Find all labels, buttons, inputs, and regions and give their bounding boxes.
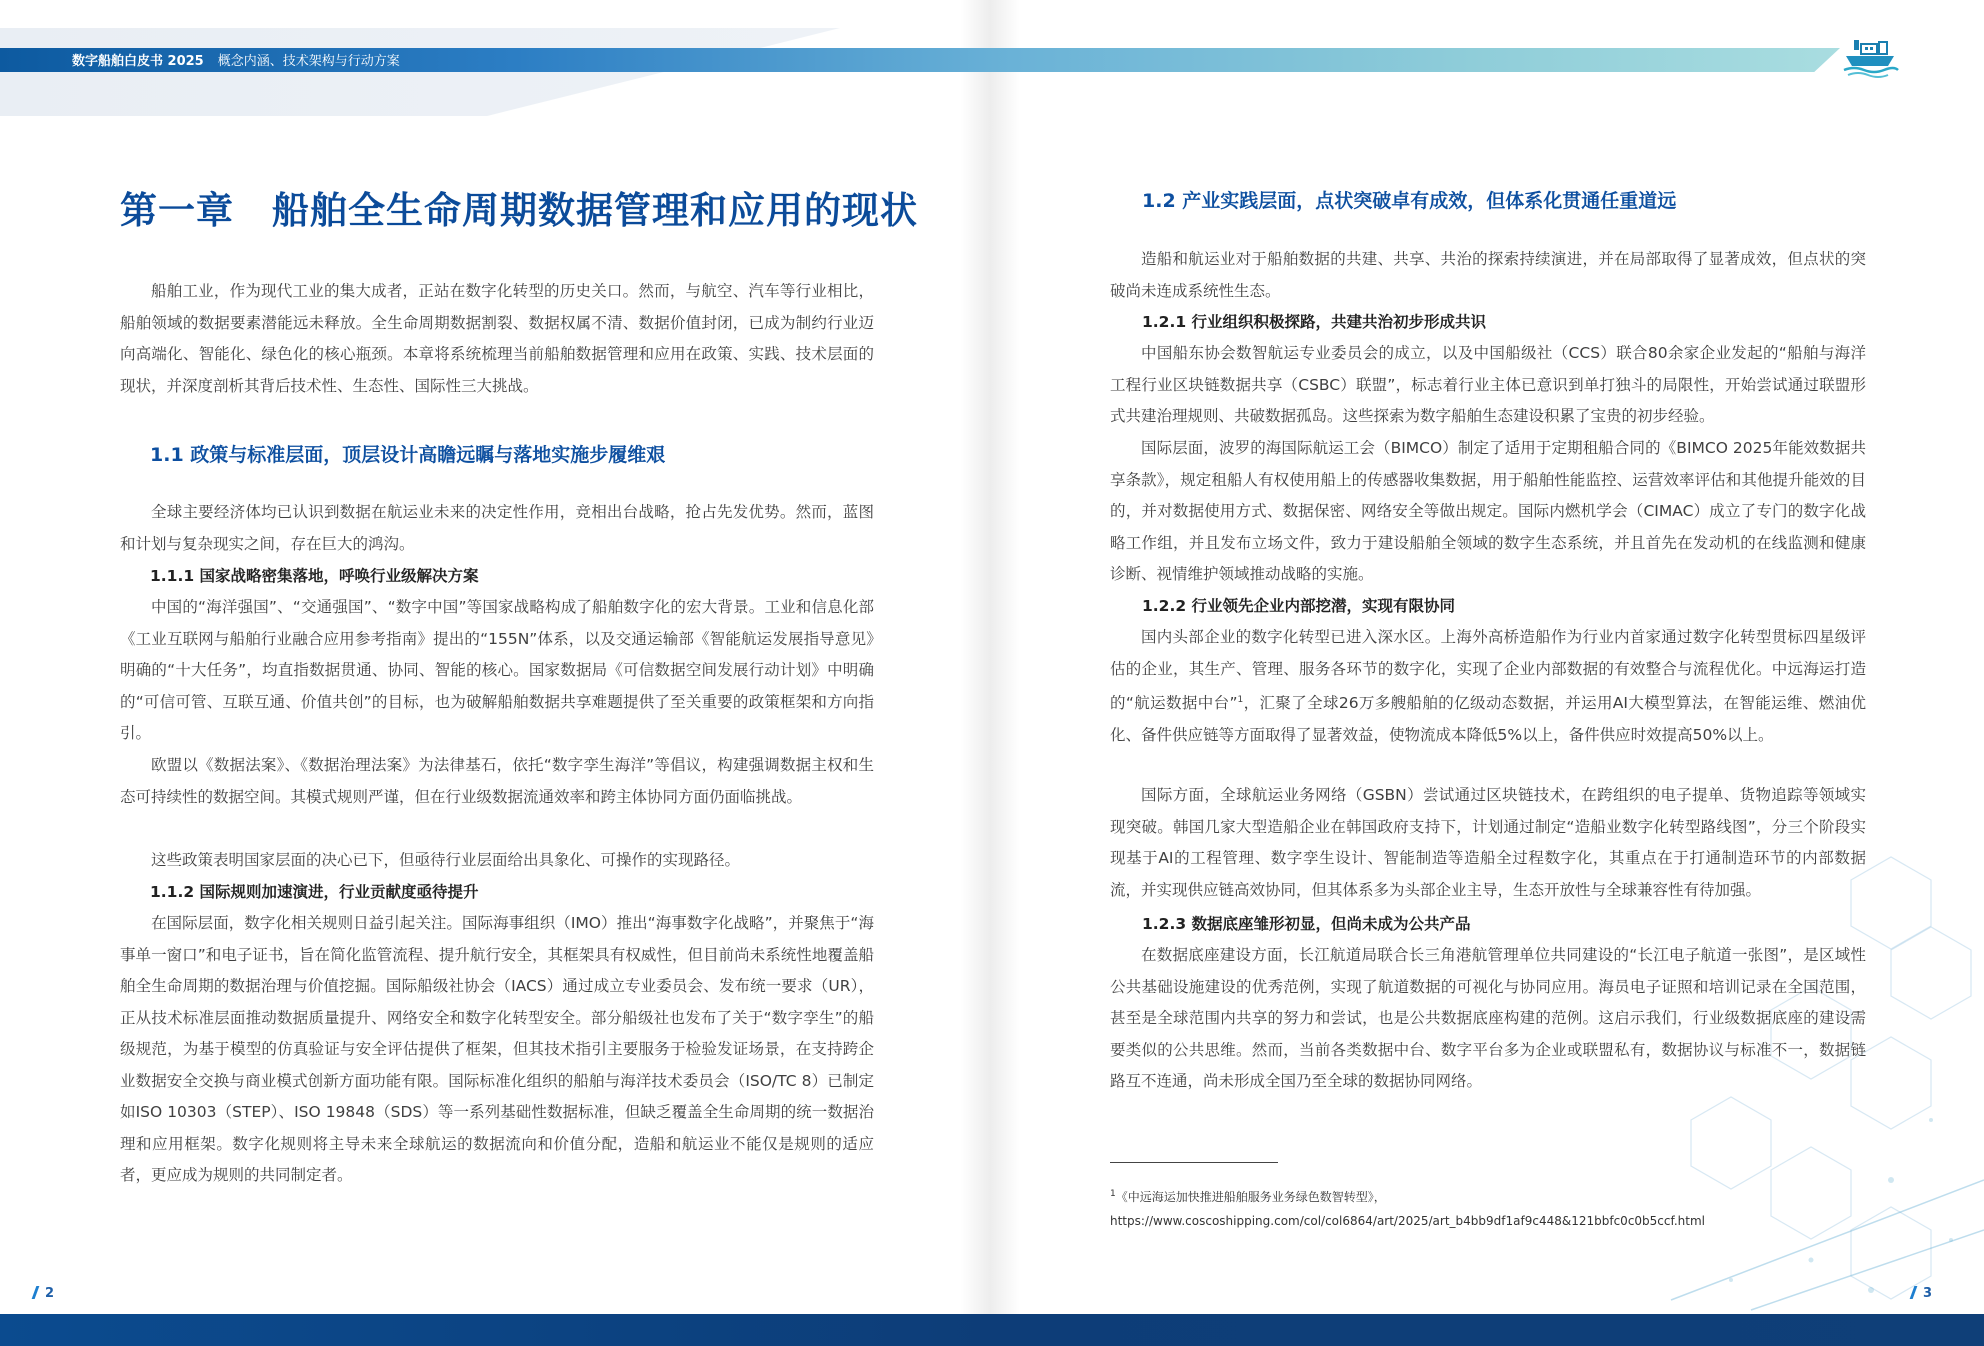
footnote-title [1110, 1188, 1386, 1205]
footnote-url[interactable]: https://www.coscoshipping.com/col/col6864/art/2025/art_b4bb9df1af9c448&121bbfc0c0b5ccf.html [1110, 1214, 1705, 1228]
subsection-1-1-2-title: 1.1.2 国际规则加速演进，行业贡献度亟待提升 [150, 883, 479, 901]
subsection-1-2-2-paragraph-1 [1110, 622, 1866, 751]
subsection-1-2-1-paragraph-1: 中国船东协会数智航运专业委员会的成立，以及中国船级社（CCS）联合80余家企业发起的“船舶与海洋工程行业区块链数据共享（CSBC）联盟”，标志着行业主体已意识到单打独斗的局限性，开始尝试通过联盟形式共建治理规则、共破数据孤岛。这些探索为数字船舶生态建设积累了宝贵的初步经验。 [1110, 344, 1866, 425]
subsection-1-2-1-paragraph-2: 国际层面，波罗的海国际航运工会（BIMCO）制定了适用于定期租船合同的《BIMCO 2025年能效数据共享条款》，规定租船人有权使用船上的传感器收集数据，用于船舶性能监控、运营效率评估和其他提升能效的目的，并对数据使用方式、数据保密、网络安全等做出规定。国际内燃机学会（CIMAC）成立了专门的数字化战略工作组，并且发布立场文件，致力于建设船舶全领域的数字生态系统，并且首先在发动机的在线监测和健康诊断、视情维护领域推动战略的实施。 [1110, 439, 1866, 583]
subsection-1-2-3-paragraph: 在数据底座建设方面，长江航道局联合长三角港航管理单位共同建设的“长江电子航道一张图”，是区域性公共基础设施建设的优秀范例，实现了航道数据的可视化与协同应用。海员电子证照和培训记录在全国范围，甚至是全球范围内共享的努力和尝试，也是公共数据底座构建的范例。这启示我们，行业级数据底座的建设需要类似的公共思维。然而，当前各类数据中台、数字平台多为企业或联盟私有，数据协议与标准不一，数据链路互不连通，尚未形成全国乃至全球的数据协同网络。 [1110, 946, 1866, 1090]
section-1-1-title: 1.1 政策与标准层面，顶层设计高瞻远瞩与落地实施步履维艰 [150, 444, 666, 466]
header-band-light [0, 28, 840, 116]
bottom-bar [0, 1314, 1984, 1346]
footnote-ref[interactable]: 1 [1237, 695, 1244, 705]
running-header [72, 50, 400, 69]
header-subtitle: 概念内涵、技术架构与行动方案 [217, 54, 400, 69]
header-title: 数字船舶白皮书 2025 [72, 54, 204, 69]
page-number-left [34, 1286, 54, 1301]
chapter-title: 第一章 船舶全生命周期数据管理和应用的现状 [120, 189, 918, 232]
subsection-1-1-1-paragraph-2: 欧盟以《数据法案》、《数据治理法案》为法律基石，依托“数字孪生海洋”等倡议，构建强调数据主权和生态可持续性的数据空间。其模式规则严谨，但在行业级数据流通效率和跨主体协同方面仍面临挑战。 [120, 756, 874, 806]
footnote-title-text: 《中远海运加快推进船舶服务业务绿色数智转型》， [1115, 1190, 1386, 1204]
intro-paragraph: 船舶工业，作为现代工业的集大成者，正站在数字化转型的历史关口。然而，与航空、汽车等行业相比，船舶领域的数据要素潜能远未释放。全生命周期数据割裂、数据权属不清、数据价值封闭，已成为制约行业迈向高端化、智能化、绿色化的核心瓶颈。本章将系统梳理当前船舶数据管理和应用在政策、实践、技术层面的现状，并深度剖析其背后技术性、生态性、国际性三大挑战。 [120, 282, 874, 395]
subsection-1-1-2-paragraph: 在国际层面，数字化相关规则日益引起关注。国际海事组织（IMO）推出“海事数字化战略”，并聚焦于“海事单一窗口”和电子证书，旨在简化监管流程、提升航行安全，其框架具有权威性，但目前尚未系统性地覆盖船舶全生命周期的数据治理与价值挖掘。国际船级社协会（IACS）通过成立专业委员会、发布统一要求（UR），正从技术标准层面推动数据质量提升、网络安全和数字化转型安全。部分船级社也发布了关于“数字孪生”的船级规范，为基于模型的仿真验证与安全评估提供了框架，但其技术指引主要服务于检验发证场景，在支持跨企业数据安全交换与商业模式创新方面功能有限。国际标准化组织的船舶与海洋技术委员会（ISO/TC 8）已制定如ISO 10303（STEP）、ISO 19848（SDS）等一系列基础性数据标准，但缺乏覆盖全生命周期的统一数据治理和应用框架。数字化规则将主导未来全球航运的数据流向和价值分配，造船和航运业不能仅是规则的适应者，更应成为规则的共同制定者。 [120, 914, 874, 1184]
subsection-1-2-1-title: 1.2.1 行业组织积极探路，共建共治初步形成共识 [1142, 313, 1487, 331]
subsection-1-1-1-title: 1.1.1 国家战略密集落地，呼唤行业级解决方案 [150, 567, 479, 585]
page-number-right-value: 3 [1923, 1286, 1933, 1301]
page-number-right [1912, 1286, 1932, 1301]
section-1-2-title: 1.2 产业实践层面，点状突破卓有成效，但体系化贯通任重道远 [1142, 190, 1677, 212]
subsection-1-1-1-paragraph-3: 这些政策表明国家层面的决心已下，但亟待行业层面给出具象化、可操作的实现路径。 [151, 851, 741, 869]
paragraph-part-b: ，汇聚了全球26万多艘船舶的亿级动态数据，并运用AI大模型算法，在智能运维、燃油优化、备件供应链等方面取得了显著效益，使物流成本降低5%以上，备件供应时效提高50%以上。 [1110, 694, 1867, 744]
paragraph-part-a: 国内头部企业的数字化转型已进入深水区。上海外高桥造船作为行业内首家通过数字化转型贯标四星级评估的企业，其生产、管理、服务各环节的数字化，实现了企业内部数据的有效整合与流程优化。中远海运打造的“航运数据中台” [1110, 628, 1866, 713]
subsection-1-2-3-title: 1.2.3 数据底座雏形初显，但尚未成为公共产品 [1142, 915, 1471, 933]
ship-logo-icon [1840, 36, 1900, 80]
section-1-1-paragraph: 全球主要经济体均已认识到数据在航运业未来的决定性作用，竞相出台战略，抢占先发优势。然而，蓝图和计划与复杂现实之间，存在巨大的鸿沟。 [120, 503, 874, 553]
book-gutter [960, 0, 1020, 1346]
footnote-number: 1 [1110, 1189, 1116, 1199]
footnote-divider [1110, 1162, 1278, 1163]
section-1-2-paragraph: 造船和航运业对于船舶数据的共建、共享、共治的探索持续演进，并在局部取得了显著成效，但点状的突破尚未连成系统性生态。 [1110, 250, 1866, 300]
subsection-1-2-2-paragraph-2: 国际方面，全球航运业务网络（GSBN）尝试通过区块链技术，在跨组织的电子提单、货物追踪等领域实现突破。韩国几家大型造船企业在韩国政府支持下，计划通过制定“造船业数字化转型路线图”，分三个阶段实现基于AI的工程管理、数字孪生设计、智能制造等造船全过程数字化，其重点在于打通制造环节的内部数据流，并实现供应链高效协同，但其体系多为头部企业主导，生态开放性与全球兼容性有待加强。 [1110, 786, 1866, 899]
page-number-left-value: 2 [45, 1286, 55, 1301]
subsection-1-2-2-title: 1.2.2 行业领先企业内部挖潜，实现有限协同 [1142, 597, 1456, 615]
subsection-1-1-1-paragraph-1: 中国的“海洋强国”、“交通强国”、“数字中国”等国家战略构成了船舶数字化的宏大背景。工业和信息化部《工业互联网与船舶行业融合应用参考指南》提出的“155N”体系，以及交通运输部《智能航运发展指导意见》明确的“十大任务”，均直指数据贯通、协同、智能的核心。国家数据局《可信数据空间发展行动计划》中明确的“可信可管、互联互通、价值共创”的目标，也为破解船舶数据共享难题提供了至关重要的政策框架和方向指引。 [120, 598, 874, 742]
